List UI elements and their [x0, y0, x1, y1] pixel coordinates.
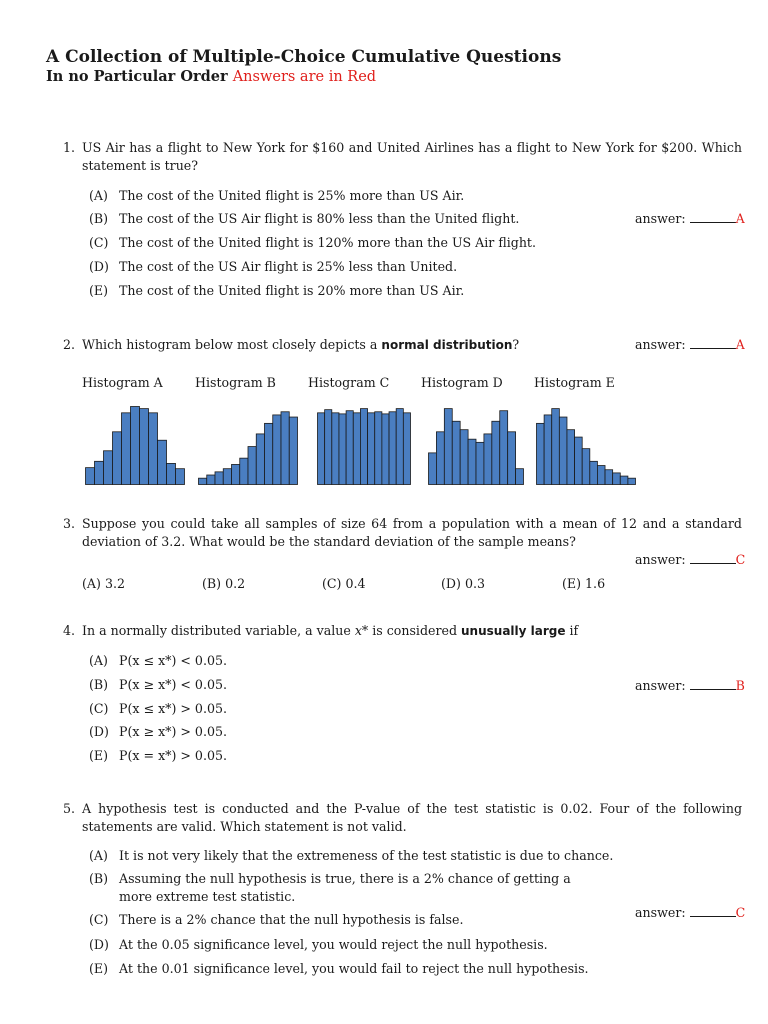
option-d	[89, 936, 548, 954]
option-label: (D)	[89, 724, 109, 739]
histogram-bar	[460, 430, 468, 485]
histogram-c-label: Histogram C	[308, 375, 390, 390]
histogram-bar	[215, 472, 223, 485]
histogram-bar	[484, 434, 492, 485]
option-b	[89, 210, 519, 228]
subtitle-note: Answers are in Red	[232, 69, 377, 85]
option-label: (B)	[89, 211, 109, 226]
histogram-bar	[559, 417, 567, 484]
histogram-bar	[256, 434, 264, 485]
histogram-e	[536, 405, 636, 485]
histogram-bar	[628, 478, 636, 484]
histogram-bar	[86, 468, 95, 485]
answer-blank	[690, 551, 736, 564]
question-text-var: x*	[354, 623, 369, 638]
option-text: At the 0.01 significance level, you would fail to reject the null hypothesis.	[119, 961, 589, 976]
histogram-bar	[149, 413, 158, 485]
option-label: (A)	[89, 848, 108, 863]
histogram-bar	[289, 417, 297, 484]
histogram-bar	[552, 409, 560, 485]
option-b	[202, 575, 245, 593]
histogram-bar	[444, 409, 452, 485]
answer-line	[635, 336, 745, 354]
option-text: P(x = x*) > 0.05.	[119, 748, 227, 763]
histogram-bar	[207, 475, 215, 484]
option-d	[441, 575, 485, 593]
histogram-bar	[537, 423, 545, 484]
histogram-d	[428, 405, 524, 485]
question-text: Suppose you could take all samples of size 64 from a population with a mean of 12 and a standard deviation of 3.2. What would be the standard deviation of the sample means?	[82, 516, 742, 549]
histogram-bar	[240, 458, 248, 484]
question-text	[82, 622, 742, 640]
option-label: (A)	[89, 653, 108, 668]
histogram-bar	[567, 430, 575, 485]
answer-label: answer:	[635, 905, 686, 920]
histogram-bar	[325, 410, 332, 485]
answer-letter: B	[735, 678, 745, 693]
option-text: 1.6	[585, 576, 606, 591]
histogram-bar	[281, 412, 289, 485]
option-text: P(x ≥ x*) < 0.05.	[119, 677, 227, 692]
histogram-bar	[140, 409, 149, 485]
option-text: There is a 2% chance that the null hypothesis is false.	[119, 912, 464, 927]
option-text: The cost of the United flight is 120% more than the US Air flight.	[119, 235, 536, 250]
histogram-bar	[368, 413, 375, 485]
histogram-bar	[248, 447, 256, 485]
option-text: P(x ≥ x*) > 0.05.	[119, 724, 227, 739]
histogram-e-label: Histogram E	[534, 375, 615, 390]
histogram-bar	[582, 449, 590, 485]
histogram-bar	[544, 415, 552, 485]
page-subtitle	[46, 68, 376, 85]
option-a	[82, 575, 125, 593]
histogram-d-label: Histogram D	[421, 375, 503, 390]
option-text: 3.2	[104, 576, 125, 591]
option-text: 0.3	[464, 576, 485, 591]
option-d	[89, 258, 457, 276]
histogram-bar	[382, 414, 389, 485]
option-text: 0.4	[345, 576, 366, 591]
histogram-bar	[265, 423, 273, 484]
histogram-bar	[389, 412, 396, 485]
histogram-bar	[613, 473, 621, 485]
option-label: (C)	[322, 576, 342, 591]
answer-blank	[690, 336, 736, 349]
histogram-b	[198, 405, 298, 485]
answer-line	[635, 904, 745, 922]
histogram-bar	[590, 461, 598, 484]
option-label: (B)	[89, 677, 109, 692]
question-text: A hypothesis test is conducted and the P-value of the test statistic is 0.02. Four of the following statements are valid. Which statement is not valid.	[82, 801, 742, 834]
option-a	[89, 652, 227, 670]
option-text: 0.2	[225, 576, 246, 591]
option-label: (E)	[89, 283, 109, 298]
histogram-bar	[605, 470, 613, 485]
question-text-before: Which histogram below most closely depicts a	[82, 337, 382, 352]
histogram-bar	[318, 413, 325, 485]
histogram-bar	[353, 413, 360, 485]
histogram-bar	[332, 413, 339, 485]
option-text: The cost of the US Air flight is 25% less than United.	[119, 259, 458, 274]
option-e	[562, 575, 605, 593]
histogram-bar	[436, 432, 444, 485]
histogram-bar	[575, 437, 583, 484]
answer-letter: A	[735, 211, 745, 226]
option-label: (A)	[82, 576, 101, 591]
option-label: (D)	[89, 937, 109, 952]
option-label: (D)	[89, 259, 109, 274]
histogram-bar	[232, 464, 240, 484]
question-text-mid: is considered	[368, 623, 462, 638]
option-a	[89, 187, 464, 205]
answer-line	[635, 551, 745, 569]
answer-label: answer:	[635, 337, 686, 352]
answer-blank	[690, 677, 736, 690]
answer-letter: A	[735, 337, 745, 352]
histogram-bar	[122, 413, 131, 485]
histogram-bar	[508, 432, 516, 485]
option-text: P(x ≤ x*) > 0.05.	[119, 701, 227, 716]
subtitle-text: In no Particular Order	[46, 68, 228, 85]
option-a	[89, 847, 613, 865]
histogram-bar	[158, 440, 167, 484]
option-label: (E)	[89, 748, 109, 763]
option-c	[89, 700, 227, 718]
histogram-bar	[468, 439, 476, 484]
histogram-bar	[223, 469, 231, 485]
histogram-bar	[620, 476, 628, 484]
answer-letter: C	[735, 905, 746, 920]
histogram-bar	[131, 407, 140, 485]
histogram-bar	[95, 461, 104, 484]
histogram-bar	[403, 413, 410, 485]
histogram-c	[317, 405, 411, 485]
question-number: 4.	[63, 623, 76, 638]
histogram-a	[85, 405, 185, 485]
option-text: Assuming the null hypothesis is true, there is a 2% chance of getting a more extreme test statistic.	[119, 871, 571, 904]
histogram-bar	[476, 442, 484, 484]
question-text-after: ?	[512, 337, 520, 352]
histogram-bar	[500, 411, 508, 485]
option-b	[89, 870, 585, 906]
option-label: (E)	[562, 576, 582, 591]
option-label: (B)	[202, 576, 222, 591]
answer-label: answer:	[635, 552, 686, 567]
histogram-bar	[396, 409, 403, 485]
histogram-bar	[492, 421, 500, 484]
histogram-bar	[339, 414, 346, 485]
option-text: At the 0.05 significance level, you would reject the null hypothesis.	[119, 937, 548, 952]
option-label: (B)	[89, 871, 109, 886]
option-text: The cost of the United flight is 20% more than US Air.	[119, 283, 465, 298]
option-label: (A)	[89, 188, 108, 203]
answer-line	[635, 210, 745, 228]
histogram-bar	[452, 421, 460, 484]
histogram-bar	[346, 411, 353, 485]
option-label: (D)	[441, 576, 461, 591]
option-e	[89, 960, 589, 978]
question-number: 3.	[63, 516, 76, 531]
histogram-bar	[516, 469, 524, 485]
question-text-bold: normal distribution	[381, 338, 513, 352]
option-e	[89, 747, 227, 765]
option-c	[89, 234, 536, 252]
option-e	[89, 282, 464, 300]
histogram-bar	[167, 463, 176, 484]
histogram-bar	[199, 478, 207, 484]
histogram-a-label: Histogram A	[82, 375, 163, 390]
histogram-b-label: Histogram B	[195, 375, 276, 390]
histogram-bar	[176, 469, 185, 485]
question-text-before: In a normally distributed variable, a value	[82, 623, 355, 638]
option-label: (C)	[89, 701, 109, 716]
option-text: The cost of the US Air flight is 80% less than the United flight.	[119, 211, 520, 226]
histogram-bar	[429, 453, 437, 485]
histogram-bar	[273, 415, 281, 485]
answer-line	[635, 677, 745, 695]
option-label: (C)	[89, 912, 109, 927]
option-text: P(x ≤ x*) < 0.05.	[119, 653, 227, 668]
answer-label: answer:	[635, 678, 686, 693]
answer-letter: C	[735, 552, 746, 567]
answer-label: answer:	[635, 211, 686, 226]
option-label: (E)	[89, 961, 109, 976]
histogram-bar	[104, 451, 113, 485]
question-number: 2.	[63, 337, 76, 352]
question-number: 1.	[63, 140, 76, 155]
option-c	[322, 575, 366, 593]
histogram-bar	[375, 412, 382, 485]
question-number: 5.	[63, 801, 76, 816]
question-text-after: if	[565, 623, 579, 638]
question-text: US Air has a flight to New York for $160 and United Airlines has a flight to New York for $200. Which statement is true?	[82, 140, 742, 173]
option-d	[89, 723, 227, 741]
option-b	[89, 676, 227, 694]
answer-blank	[690, 210, 736, 223]
histogram-bar	[597, 466, 605, 485]
option-c	[89, 911, 463, 929]
histogram-bar	[113, 432, 122, 485]
option-text: It is not very likely that the extremeness of the test statistic is due to chance.	[119, 848, 614, 863]
option-text: The cost of the United flight is 25% more than US Air.	[119, 188, 465, 203]
option-label: (C)	[89, 235, 109, 250]
histogram-bar	[360, 409, 367, 485]
answer-blank	[690, 904, 736, 917]
page-title: A Collection of Multiple-Choice Cumulative Questions	[46, 47, 562, 67]
question-text-bold: unusually large	[461, 624, 566, 638]
